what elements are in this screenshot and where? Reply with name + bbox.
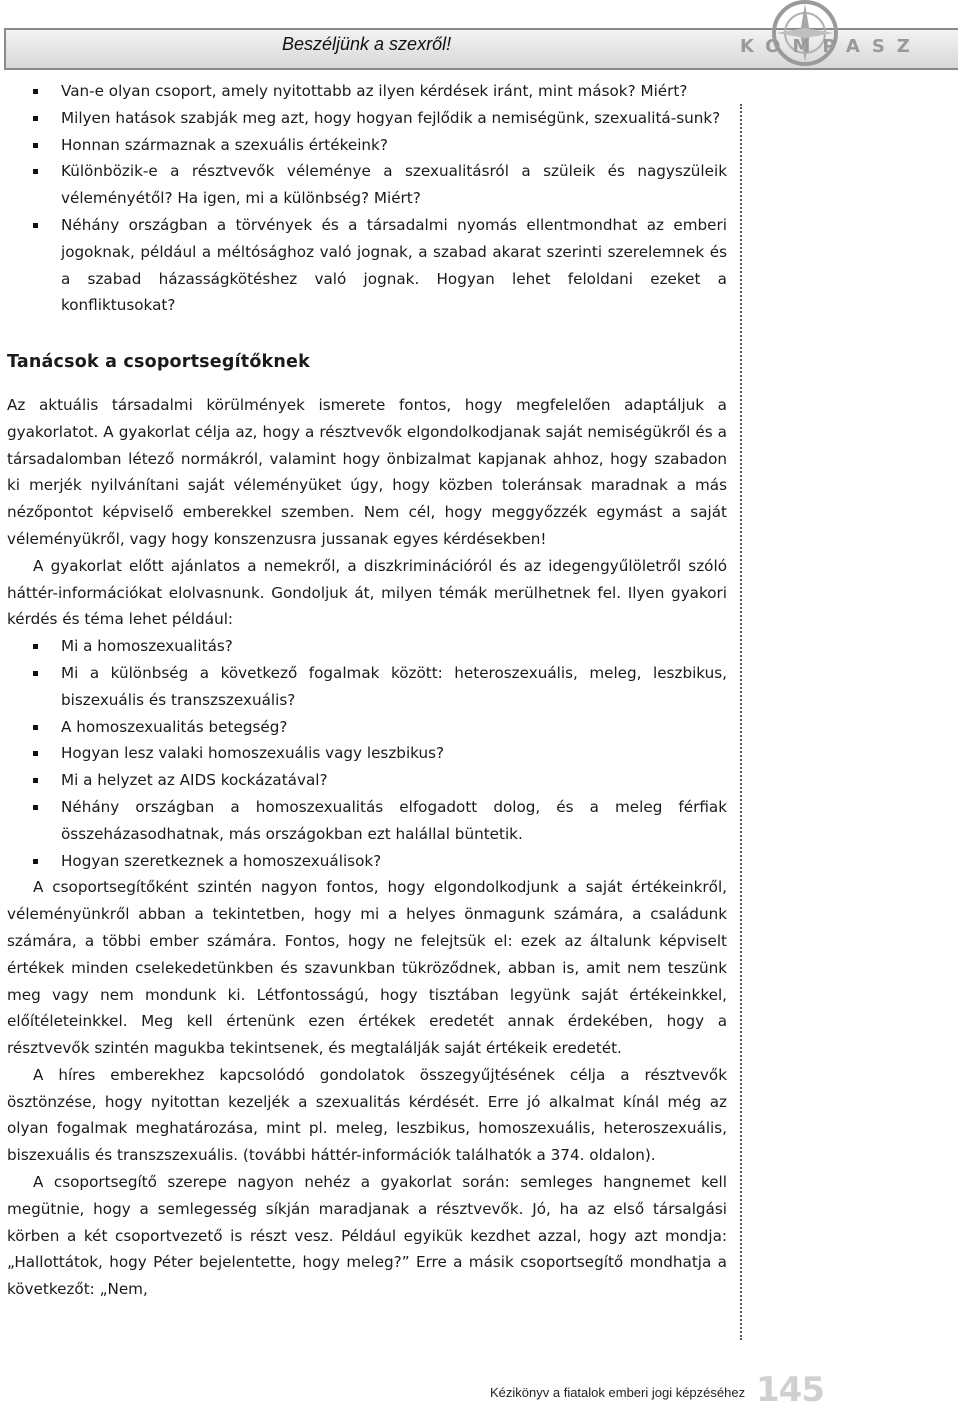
bullet-icon bbox=[33, 223, 38, 228]
bullet-icon bbox=[33, 725, 38, 730]
list-item: A homoszexualitás betegség? bbox=[7, 714, 727, 741]
list-item: Mi a különbség a következő fogalmak között: heteroszexuális, meleg, leszbikus, biszexuális és transzszexuális? bbox=[7, 660, 727, 714]
bullet-icon bbox=[33, 169, 38, 174]
list-item: Hogyan szeretkeznek a homoszexuálisok? bbox=[7, 848, 727, 875]
list-item: Néhány országban a törvények és a társadalmi nyomás ellentmondhat az emberi jogoknak, például a méltósághoz való jognak, a szabad akarat szerinti szerelemnek és a szabad házasságkötéshez való jognak. Hogyan lehet feloldani ezeket a konfliktusokat? bbox=[7, 212, 727, 319]
logo-text: KOMPASZ bbox=[740, 36, 922, 57]
list-item: Mi a homoszexualitás? bbox=[7, 633, 727, 660]
bullet-icon bbox=[33, 671, 38, 676]
bullet-icon bbox=[33, 805, 38, 810]
paragraph: A csoportsegítő szerepe nagyon nehéz a gyakorlat során: semleges hangnemet kell megütnie, hogy a semlegesség síkján maradjanak a résztvevők. Jó, ha az első társalgási körben a két csoportvezető is részt vesz. Például egyikük kezdhet azzal, hogy azt mondja: „Hallottátok, hogy Péter bejelentette, hogy meleg?” Erre a másik csoportsegítő mondhatja a következőt: „Nem, bbox=[7, 1173, 727, 1299]
paragraph: A híres emberekhez kapcsolódó gondolatok összegyűjtésének célja a résztvevők ösztönzése, hogy nyitottan kezeljék a szexualitás kérdését. Erre jó alkalmat kínál még az olyan fogalmak meghatározása, mint pl. meleg, leszbikus, homoszexuális, heteroszexuális, biszexuális és transzszexuális. (további háttér-információk találhatók a 374. oldalon). bbox=[7, 1065, 727, 1165]
list-item: Hogyan lesz valaki homoszexuális vagy leszbikus? bbox=[7, 740, 727, 767]
section-heading: Tanácsok a csoportsegítőknek bbox=[7, 352, 310, 373]
bullet-icon bbox=[33, 116, 38, 121]
paragraph: A csoportsegítőként szintén nagyon fontos, hogy elgondolkodjunk a saját értékeinkről, véleményünkről abban a tekintetben, hogy mi a helyes önmagunk számára, a családunk számára, a többi ember számára. Fontos, hogy ne felejtsük el: ezek az általunk képviselt értékek minden cselekedetünkben és szavunkban tükröződnek, abban is, amit nem teszünk meg vagy nem mondunk ki. Létfontosságú, hogy tisztában legyünk saját értékeinkkel, előítéleteinkkel. Meg kell értenünk ezen értékek eredetét annak érdekében, hogy a résztvevők szintén magukba tekintsenek, és megtalálják saját értékeik eredetét. bbox=[7, 878, 727, 1058]
bullet-icon bbox=[33, 89, 38, 94]
paragraph: A gyakorlat előtt ajánlatos a nemekről, a diszkriminációról és az idegengyűlöletről szóló háttér-információkat elolvasnunk. Gondoljuk át, milyen témák merülhetnek fel. Ilyen gyakori kérdés és téma lehet például: bbox=[7, 556, 727, 629]
list-item: Különbözik-e a résztvevők véleménye a szexualitásról a szüleik és nagyszüleik véleményétől? Ha igen, mi a különbség? Miért? bbox=[7, 158, 727, 212]
bullet-icon bbox=[33, 644, 38, 649]
margin-dotted-rule bbox=[740, 104, 742, 1340]
page-number: 145 bbox=[756, 1370, 824, 1410]
list-item: Milyen hatások szabják meg azt, hogy hogyan fejlődik a nemiségünk, szexualitá-sunk? bbox=[7, 105, 727, 132]
bullet-icon bbox=[33, 778, 38, 783]
page-content bbox=[7, 78, 727, 1303]
bullet-icon bbox=[33, 143, 38, 148]
topic-list bbox=[7, 633, 727, 874]
footer-book-title: Kézikönyv a fiatalok emberi jogi képzéséhez bbox=[490, 1385, 746, 1400]
compass-logo bbox=[708, 0, 960, 70]
running-header-title: Beszéljünk a szexről! bbox=[282, 34, 452, 54]
list-item: Néhány országban a homoszexualitás elfogadott dolog, és a meleg férfiak összeházasodhatnak, más országokban ezt halállal büntetik. bbox=[7, 794, 727, 848]
discussion-question-list bbox=[7, 78, 727, 319]
list-item: Honnan származnak a szexuális értékeink? bbox=[7, 132, 727, 159]
bullet-icon bbox=[33, 751, 38, 756]
list-item: Van-e olyan csoport, amely nyitottabb az ilyen kérdések iránt, mint mások? Miért? bbox=[7, 78, 727, 105]
list-item: Mi a helyzet az AIDS kockázatával? bbox=[7, 767, 727, 794]
paragraph: Az aktuális társadalmi körülmények ismerete fontos, hogy megfelelően adaptáljuk a gyakorlatot. A gyakorlat célja az, hogy a résztvevők elgondolkodjanak saját nemiségükről és a társadalomban létező normákról, valamint hogy önbizalmat kapjanak ahhoz, hogy szabadon ki merjék nyilvánítani saját véleményüket úgy, hogy közben toleránsak maradnak a más nézőpontot képviselő emberekkel szemben. Nem cél, hogy meggyőzzék egymást a saját véleményükről, vagy hogy konszenzusra jussanak egyes kérdésekben! bbox=[7, 395, 727, 548]
bullet-icon bbox=[33, 859, 38, 864]
